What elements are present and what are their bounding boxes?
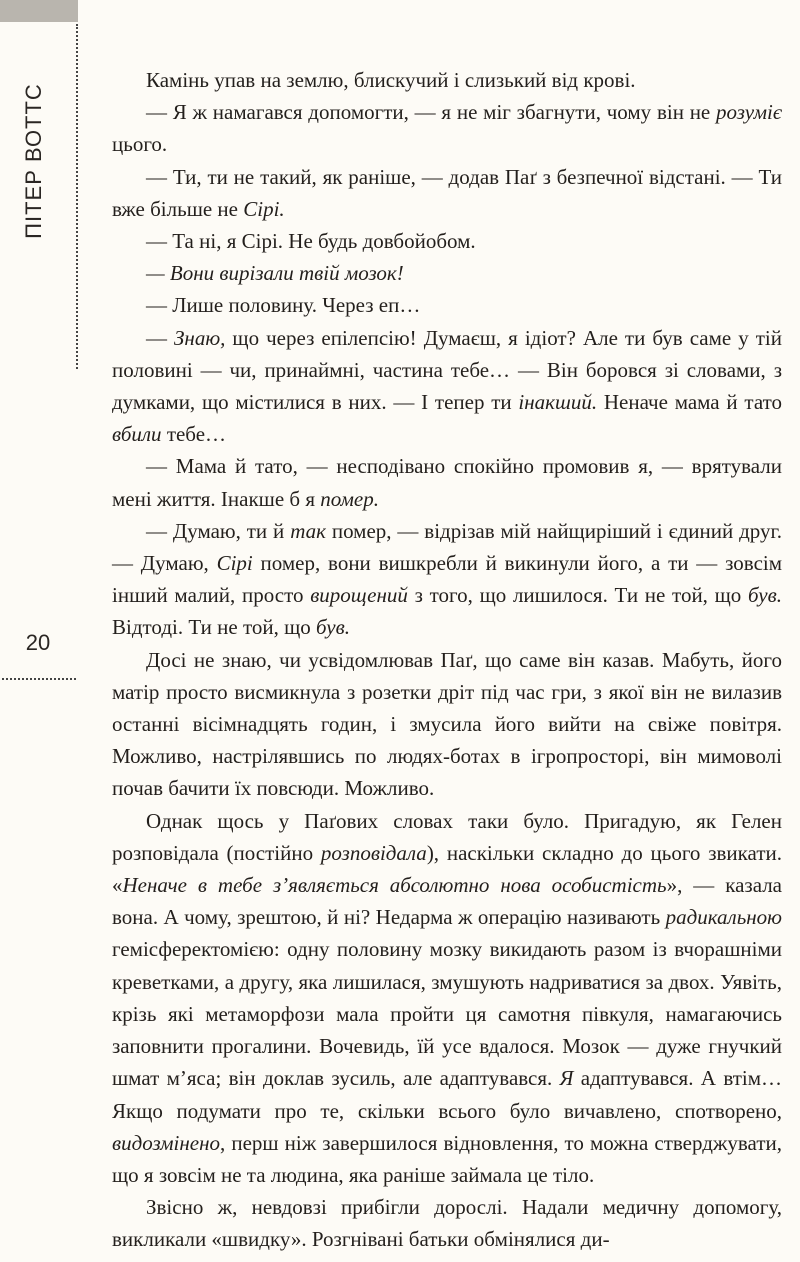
italic-text: інакший.: [518, 390, 598, 415]
italic-text: Неначе в тебе з’являється абсолютно нова особистість: [122, 873, 667, 898]
text-run: Досі не знаю, чи усвідомлював Паґ, що саме він казав. Мабуть, його матір просто висмикнула з розетки дріт під час гри, з якої він не вилазив останні вісімнадцять годин, і змусила його вийти на свіже повітря. Можливо, настрілявшись по людях-ботах в ігропросторі, він мимоволі почав бачити їх повсюди. Можливо.: [112, 647, 782, 801]
paragraph: [112, 161, 782, 225]
italic-text: вбили: [112, 422, 162, 447]
text-run: Неначе мама й тато: [597, 390, 783, 415]
text-run: — Я ж намагався допомогти, — я не міг збагнути, чому він не: [146, 100, 717, 125]
text-run: Камінь упав на землю, блискучий і слизький від крові.: [146, 68, 636, 92]
text-run: помер, — відрізав мій найщиріший і єдиний друг. — Думаю,: [112, 518, 783, 576]
text-run: », — казала вона. А чому, зрештою, й ні? Недарма ж операцію називають: [112, 873, 782, 930]
text-run: — Лише половину. Через еп…: [146, 293, 421, 318]
text-run: , перш ніж завершилося відновлення, то можна стверджувати, що я зовсім не та людина, яка раніше займала це тіло.: [112, 1130, 782, 1187]
text-run: що через епілепсію! Думаєш, я ідіот? Але ти був саме у тій половині — чи, принаймні, частина тебе… — Він боровся зі словами, з думками, що містилися в них. — І тепер ти: [112, 325, 782, 415]
text-run: помер, вони вишкребли й викинули його, а ти — зовсім інший малий, просто: [112, 551, 783, 608]
paragraph: [112, 805, 782, 1191]
paragraph: [112, 225, 782, 257]
paragraph: [112, 289, 782, 321]
paragraph: [112, 64, 782, 96]
running-head-author: ПІТЕР ВОТТС: [21, 83, 46, 239]
paragraph: [112, 450, 782, 514]
italic-text: Знаю,: [174, 325, 226, 350]
text-run: Однак щось у Паґових словах таки було. Пригадую, як Гелен розповідала (постійно: [112, 808, 782, 865]
running-head: [10, 83, 58, 239]
paragraph: [112, 96, 782, 160]
italic-text: Сірі: [216, 551, 253, 576]
italic-text: вирощений: [310, 583, 408, 608]
italic-text: — Вони вирізали твій мозок!: [146, 261, 404, 286]
text-run: тебе…: [161, 422, 227, 447]
italic-text: Я: [559, 1066, 574, 1091]
text-run: —: [146, 325, 175, 350]
paragraph: [112, 644, 782, 805]
paragraph: [112, 515, 782, 644]
text-run: — Та ні, я Сірі. Не будь довбойобом.: [146, 229, 476, 254]
italic-text: був.: [316, 615, 350, 640]
italic-text: був.: [748, 583, 782, 608]
text-run: цього.: [112, 132, 168, 157]
text-run: — Думаю, ти й: [146, 518, 291, 543]
corner-tab: [0, 0, 78, 22]
paragraph: [112, 257, 782, 289]
italic-text: розуміє: [716, 100, 782, 125]
italic-text: так: [290, 518, 326, 543]
paragraph: [112, 322, 782, 451]
italic-text: радикальною: [665, 905, 782, 930]
italic-text: Сірі.: [243, 196, 285, 221]
text-run: з того, що лишилося. Ти не той, що: [407, 583, 749, 608]
text-run: Відтоді. Ти не той, що: [112, 615, 317, 640]
text-run: — Мама й тато, — несподівано спокійно промовив я, — врятували мені життя. Інакше б я: [112, 454, 782, 511]
text-run: адаптувався. А втім… Якщо подумати про те, скільки всього було вичавлено, спотворено,: [112, 1066, 783, 1123]
page-number: 20: [25, 630, 51, 655]
text-run: гемісферектомією: одну половину мозку викидають разом із вчорашніми креветками, а другу, яка лишилася, змушують надриватися за двох. Уявіть, крізь які метаморфози мала пройти ця самотня півкуля, намагаючись заповнити прогалини. Вочевидь, їй усе вдалося. Мозок — дуже гнучкий шмат м’яса; він доклав зусиль, але адаптувався.: [112, 937, 782, 1091]
text-run: ), наскільки складно до цього звикати. «: [112, 840, 782, 898]
main-text: [112, 64, 782, 1256]
page-number-dotted-rule: [2, 678, 76, 680]
sidebar-dotted-rule: [76, 24, 78, 369]
italic-text: видозмінено: [112, 1130, 221, 1155]
text-run: — Ти, ти не такий, як раніше, — додав Паґ з безпечної відстані. — Ти вже більше не: [112, 164, 782, 221]
italic-text: розповідала: [320, 840, 427, 865]
text-run: Звісно ж, невдовзі прибігли дорослі. Надали медичну допомогу, викликали «швидку». Розгнівані батьки обмінялися ди-: [112, 1195, 782, 1252]
paragraph: [112, 1191, 782, 1255]
italic-text: помер.: [320, 486, 379, 511]
